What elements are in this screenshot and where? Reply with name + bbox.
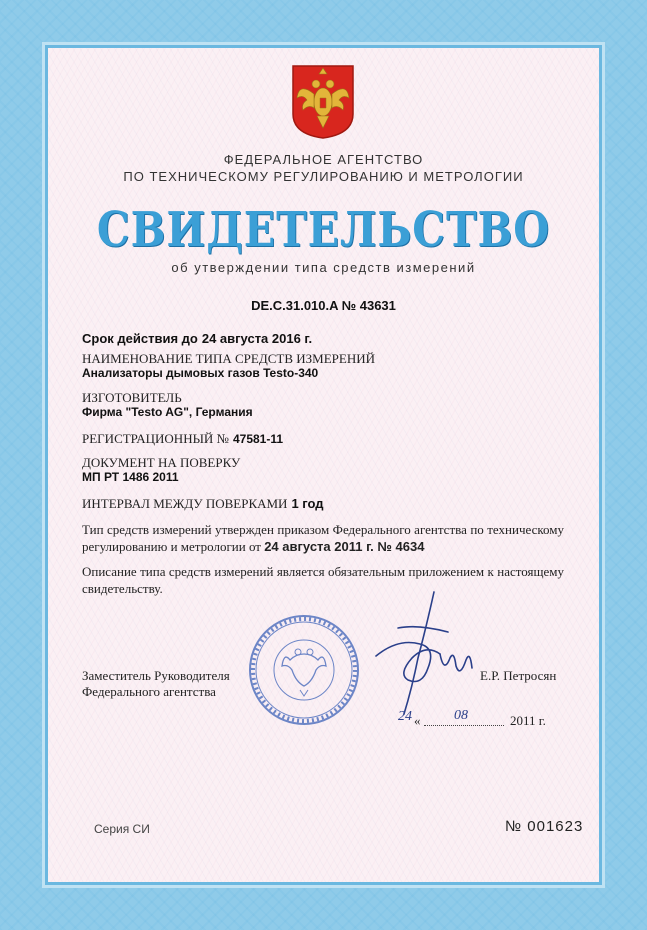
interval-label: ИНТЕРВАЛ МЕЖДУ ПОВЕРКАМИ	[82, 496, 288, 511]
manufacturer-value: Фирма "Testo AG", Германия	[82, 405, 253, 419]
signatory-title-line1: Заместитель Руководителя	[82, 668, 230, 683]
interval-value: 1 год	[291, 496, 324, 511]
russian-emblem-icon	[291, 64, 355, 140]
certificate-title: СВИДЕТЕЛЬСТВО	[96, 202, 551, 258]
agency-name-line2: ПО ТЕХНИЧЕСКОМУ РЕГУЛИРОВАНИЮ И МЕТРОЛОГИИ	[123, 169, 524, 184]
type-name-value: Анализаторы дымовых газов Testo-340	[82, 366, 319, 380]
description-note: Описание типа средств измерений является обязательным приложением к настоящему свидетельству.	[82, 564, 564, 596]
verification-doc-label: ДОКУМЕНТ НА ПОВЕРКУ	[82, 455, 241, 470]
manufacturer-label: ИЗГОТОВИТЕЛЬ	[82, 390, 182, 405]
registration-value: 47581-11	[232, 432, 284, 446]
approval-paragraph	[82, 521, 564, 555]
verification-doc-value: МП РТ 1486 2011	[82, 470, 179, 484]
type-name-label: НАИМЕНОВАНИЕ ТИПА СРЕДСТВ ИЗМЕРЕНИЙ	[82, 351, 375, 366]
certificate-subtitle: об утверждении типа средств измерений	[171, 260, 476, 275]
certificate-number: DE.C.31.010.A № 43631	[251, 298, 396, 313]
signatory-name: Е.Р. Петросян	[480, 668, 557, 683]
signing-date: 24 « 08 2011 г.	[398, 708, 546, 728]
signing-year: 2011 г.	[510, 713, 546, 728]
interval-row	[82, 495, 324, 513]
validity-row	[82, 330, 312, 348]
validity-value: 24 августа 2016 г.	[201, 331, 313, 346]
signature-icon	[368, 588, 488, 718]
approval-date-order: 24 августа 2011 г. № 4634	[264, 539, 425, 554]
agency-name-line1: ФЕДЕРАЛЬНОЕ АГЕНТСТВО	[223, 152, 424, 167]
serial-number: № 001623	[505, 818, 584, 835]
series-label: Серия СИ	[94, 822, 150, 836]
registration-row	[82, 430, 283, 448]
official-stamp-icon	[246, 612, 362, 728]
registration-label: РЕГИСТРАЦИОННЫЙ №	[82, 431, 229, 446]
validity-label: Срок действия до	[82, 331, 198, 346]
signatory-title-line2: Федерального агентства	[82, 684, 216, 699]
signing-day: 24	[398, 709, 412, 724]
signing-month: 08	[454, 708, 468, 723]
approval-text: Тип средств измерений утвержден приказом Федерального агентства по техническому регулированию и метрологии от	[82, 522, 564, 554]
